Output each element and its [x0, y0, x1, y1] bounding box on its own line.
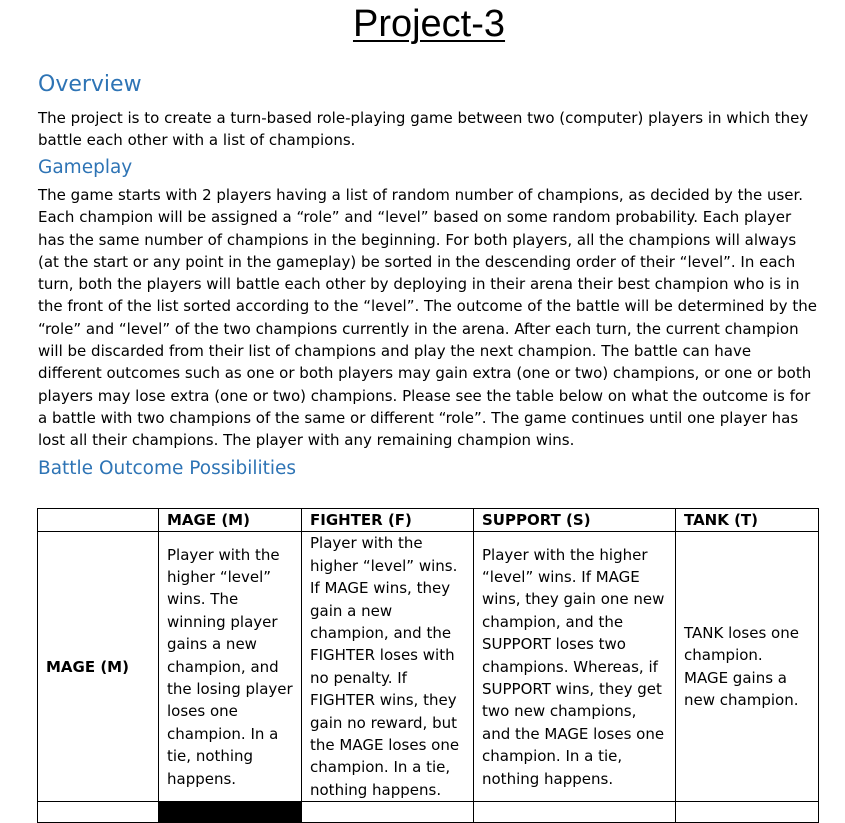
table-cell — [676, 802, 819, 823]
cell-mage-vs-tank: TANK loses one champion. MAGE gains a new champion. — [676, 532, 819, 802]
table-header-fighter: FIGHTER (F) — [302, 509, 474, 532]
table-header-row — [38, 509, 819, 532]
cell-mage-vs-mage: Player with the higher “level” wins. The winning player gains a new champion, and the losing player loses one champion. In a tie, nothing happens. — [159, 532, 302, 802]
battle-outcome-heading: Battle Outcome Possibilities — [38, 458, 297, 479]
cell-mage-vs-fighter: Player with the higher “level” wins. If MAGE wins, they gain a new champion, and the FIGHTER loses with no penalty. If FIGHTER wins, they gain no reward, but the MAGE loses one champion. In a tie, nothing happens. — [302, 532, 474, 802]
table-cell — [474, 802, 676, 823]
document-title: Project-3 — [352, 3, 506, 45]
row-header-mage: MAGE (M) — [38, 532, 159, 802]
table-cell-shaded — [159, 802, 302, 823]
overview-heading: Overview — [38, 72, 142, 97]
table-row — [38, 802, 819, 823]
table-header-support: SUPPORT (S) — [474, 509, 676, 532]
table-header-tank: TANK (T) — [676, 509, 819, 532]
battle-outcome-table — [37, 508, 819, 823]
overview-paragraph: The project is to create a turn-based role-playing game between two (computer) players in which they battle each other with a list of champions. — [38, 109, 809, 150]
table-header-mage: MAGE (M) — [159, 509, 302, 532]
table-row — [38, 532, 819, 802]
gameplay-paragraph: The game starts with 2 players having a list of random number of champions, as decided by the user. Each champion will be assigned a “role” and “level” based on some random probability. Each player has the same number of champions in the beginning. For both players, all the champions will always (at the start or any point in the gameplay) be sorted in the descending order of their “level”. In each turn, both the players will battle each other by deploying in their arena their best champion who is in the front of the list sorted according to the “level”. The outcome of the battle will be determined by the “role” and “level” of the two champions currently in the arena. After each turn, the current champion will be discarded from their list of champions and play the next champion. The battle can have different outcomes such as one or both players may gain extra (one or two) champions, or one or both players may lose extra (one or two) champions. Please see the table below on what the outcome is for a battle with two champions of the same or different “role”. The game continues until one player has lost all their champions. The player with any remaining champion wins. — [38, 186, 817, 450]
table-cell — [38, 802, 159, 823]
table-cell — [302, 802, 474, 823]
gameplay-heading: Gameplay — [38, 157, 133, 178]
table-header-empty — [38, 509, 159, 532]
cell-mage-vs-support: Player with the higher “level” wins. If MAGE wins, they gain one new champion, and the SUPPORT loses two champions. Whereas, if SUPPORT wins, they get two new champions, and the MAGE loses one champion. In a tie, nothing happens. — [474, 532, 676, 802]
